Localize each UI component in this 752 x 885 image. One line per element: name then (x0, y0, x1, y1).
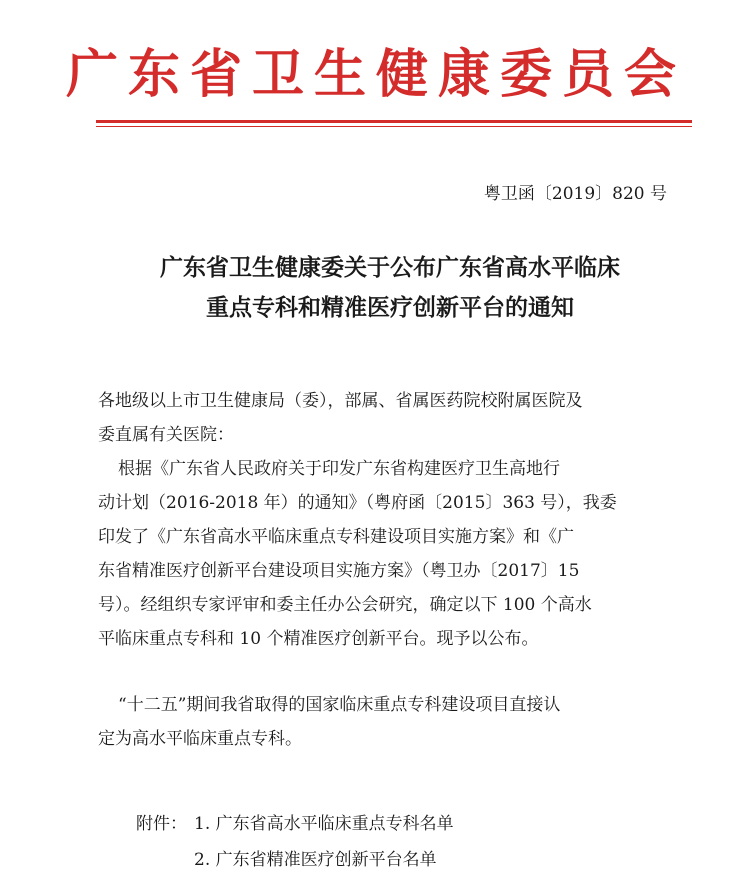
salutation-line-1: 各地级以上市卫生健康局（委），部属、省属医药院校附属医院及 (98, 391, 583, 411)
paragraph-1-line-1: 根据《广东省人民政府关于印发广东省构建医疗卫生高地行 (118, 459, 560, 479)
paragraph-1-line-6: 平临床重点专科和 10 个精准医疗创新平台。现予以公布。 (98, 629, 539, 649)
document-title (90, 248, 690, 328)
paragraph-1-line-3: 印发了《广东省高水平临床重点专科建设项目实施方案》和《广 (98, 527, 574, 547)
document-title-line-1: 广东省卫生健康委关于公布广东省高水平临床 (160, 255, 620, 281)
attachment-item (136, 806, 454, 842)
attachments-list (136, 806, 454, 878)
attachment-item-1: 1. 广东省高水平临床重点专科名单 (194, 814, 454, 834)
salutation-line-2: 委直属有关医院： (98, 425, 234, 445)
document-title-line-2: 重点专科和精准医疗创新平台的通知 (206, 295, 574, 321)
paragraph-1-line-4: 东省精准医疗创新平台建设项目实施方案》（粤卫办〔2017〕15 (98, 561, 580, 581)
paragraph-1 (98, 452, 692, 656)
document-number: 粤卫函〔2019〕820 号 (483, 184, 667, 204)
issuer-header: 广东省卫生健康委员会 (65, 44, 686, 105)
attachment-item-2: 2. 广东省精准医疗创新平台名单 (194, 850, 437, 870)
attachments-label: 附件： (136, 814, 187, 834)
attachment-item (136, 842, 454, 878)
paragraph-1-line-5: 号）。经组织专家评审和委主任办公会研究，确定以下 100 个高水 (98, 595, 592, 615)
header-rule-thick (96, 120, 692, 123)
paragraph-2-line-2: 定为高水平临床重点专科。 (98, 729, 302, 749)
paragraph-2-line-1: “十二五”期间我省取得的国家临床重点专科建设项目直接认 (118, 695, 561, 715)
salutation (98, 384, 692, 452)
paragraph-1-line-2: 动计划（2016-2018 年）的通知》（粤府函〔2015〕363 号），我委 (98, 493, 617, 513)
header-rule-thin (96, 126, 692, 127)
paragraph-2 (98, 688, 692, 756)
